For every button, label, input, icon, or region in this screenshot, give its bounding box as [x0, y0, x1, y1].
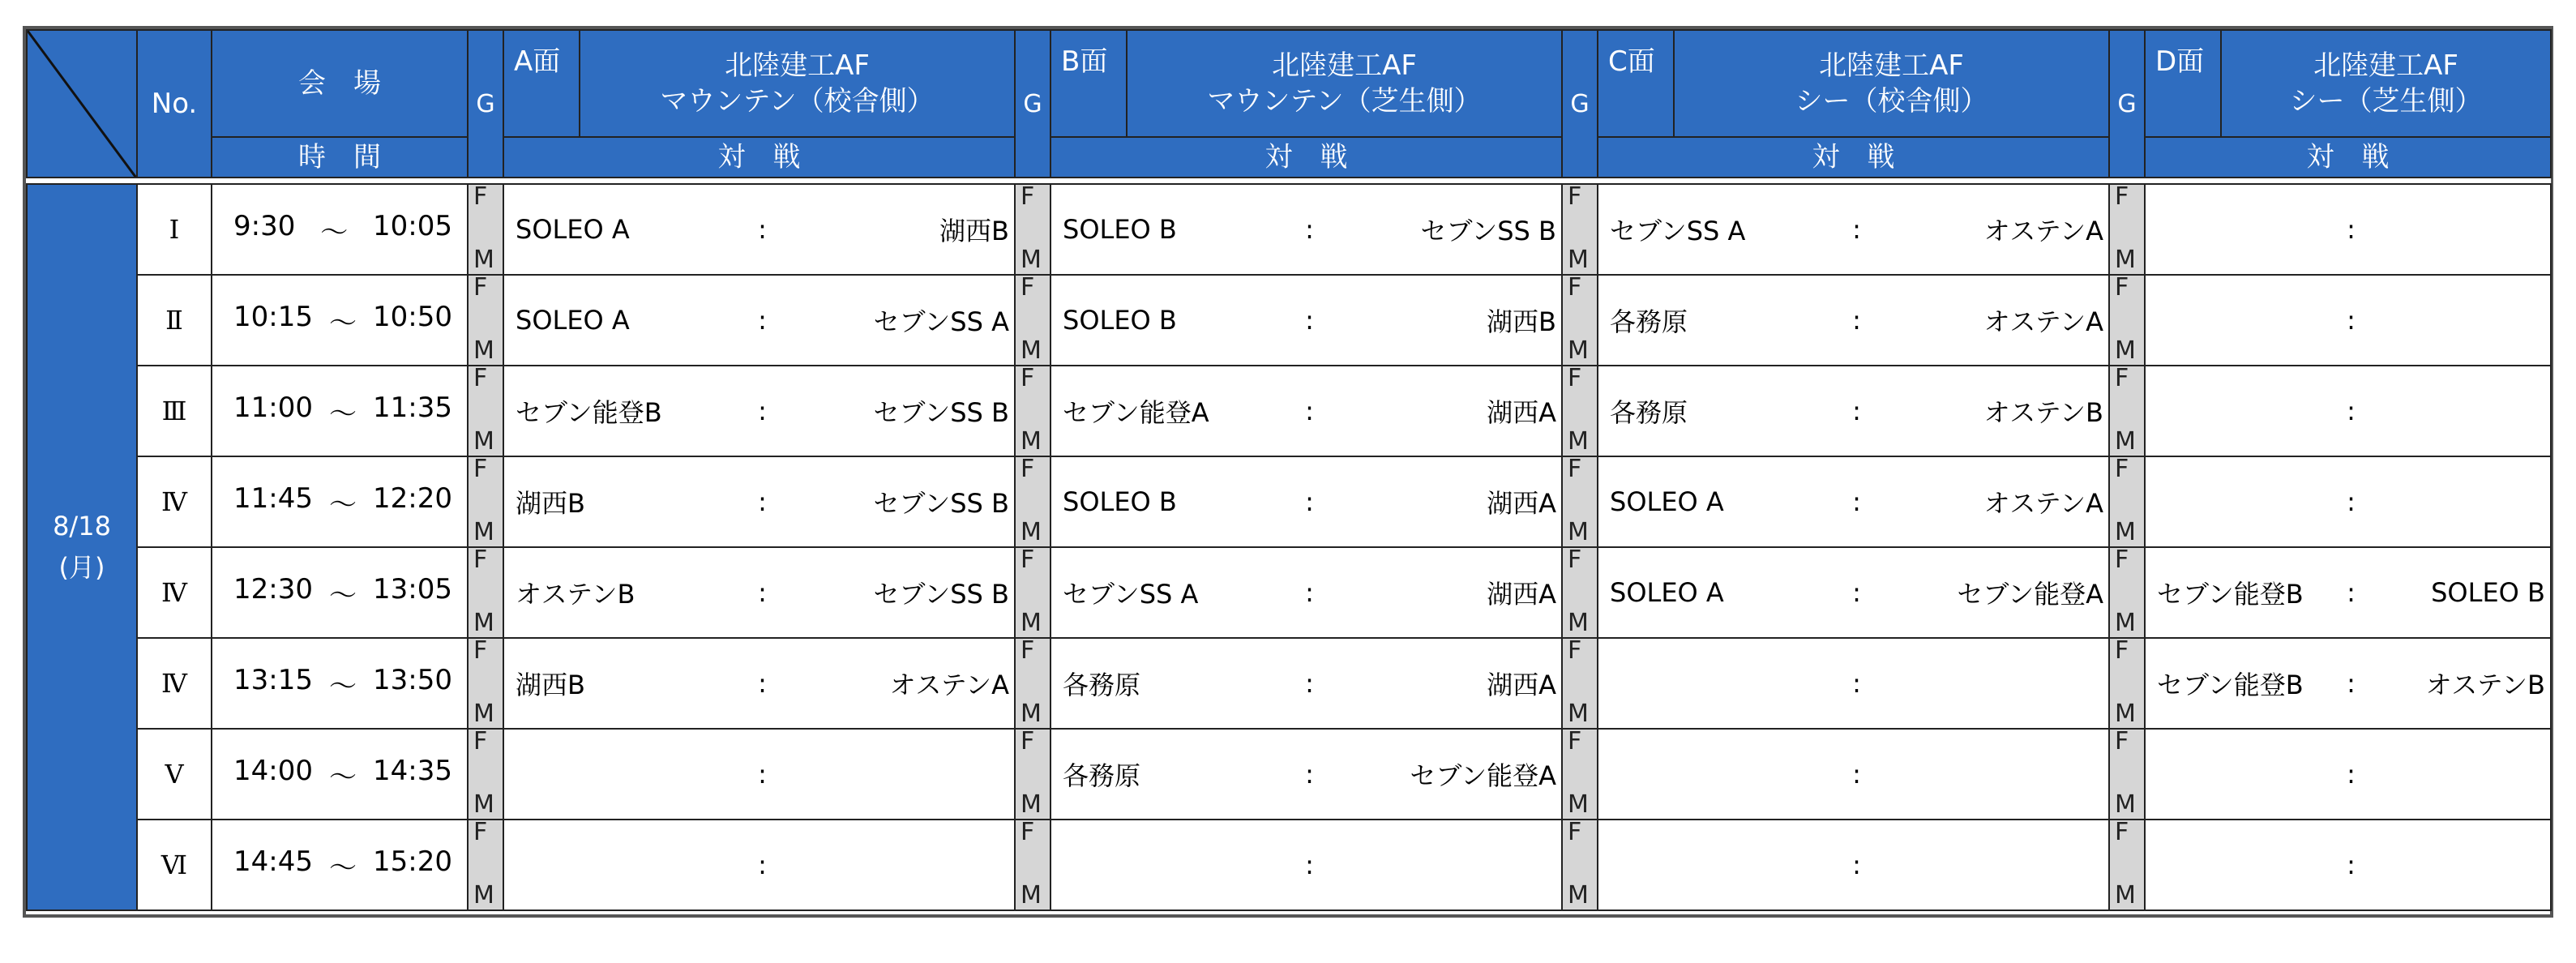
- fm-m: M: [2115, 246, 2136, 274]
- fm-m: M: [2115, 881, 2136, 909]
- away-team: 湖西A: [1487, 488, 1556, 519]
- weekday-text: (月): [58, 552, 105, 583]
- no-header: No.: [137, 30, 212, 178]
- schedule-sheet: [23, 26, 2553, 918]
- fm-cell: [2109, 184, 2145, 275]
- match-separator: :: [1305, 759, 1314, 790]
- match-separator: :: [2347, 850, 2356, 880]
- match-separator: :: [2347, 759, 2356, 790]
- match-separator: :: [1852, 214, 1861, 245]
- court-c-line2: シー（校舎側）: [1795, 85, 1988, 118]
- date-text: 8/18: [53, 510, 111, 541]
- match-cell: [2145, 184, 2551, 275]
- round-number: Ⅱ: [137, 275, 212, 366]
- fm-f: F: [473, 456, 488, 483]
- match-cell: [2145, 366, 2551, 456]
- match-separator: :: [1305, 668, 1314, 699]
- time-range: [212, 482, 467, 522]
- away-team: セブンSS B: [873, 397, 1009, 428]
- fm-cell: [2109, 456, 2145, 547]
- home-team: 各務原: [1610, 397, 1688, 428]
- match-cell: [2145, 638, 2551, 729]
- fm-cell: [468, 547, 503, 638]
- match-cell: [503, 184, 1015, 275]
- match-separator: :: [1852, 668, 1861, 699]
- match-separator: :: [758, 396, 767, 426]
- away-team: セブンSS B: [873, 579, 1009, 610]
- schedule-table: [26, 29, 2552, 911]
- fm-cell: [1562, 366, 1598, 456]
- fm-f: F: [1568, 820, 1582, 846]
- schedule-row: [27, 456, 2551, 547]
- round-number: Ⅳ: [137, 638, 212, 729]
- start-time: 12:30: [233, 572, 313, 606]
- g-header-c: G: [1562, 30, 1598, 178]
- round-number: Ⅵ: [137, 820, 212, 910]
- fm-cell: [1562, 638, 1598, 729]
- time-range: [212, 845, 467, 885]
- match-separator: :: [1305, 850, 1314, 880]
- fm-m: M: [473, 609, 494, 637]
- home-team: SOLEO A: [1610, 577, 1724, 608]
- fm-cell: [1015, 547, 1051, 638]
- match-cell: [1598, 366, 2109, 456]
- home-team: セブン能登B: [2157, 579, 2304, 610]
- fm-f: F: [1568, 184, 1582, 211]
- court-c-name: [1674, 30, 2109, 137]
- end-time: 14:35: [373, 754, 452, 787]
- match-cell: [503, 456, 1015, 547]
- match-cell: [503, 729, 1015, 820]
- diagonal-line: [28, 31, 137, 178]
- court-d-tag: D面: [2145, 30, 2221, 137]
- time-tilde: ～: [329, 397, 357, 430]
- match-cell: [1051, 275, 1562, 366]
- away-team: オステンB: [1983, 397, 2103, 428]
- fm-f: F: [2115, 638, 2129, 665]
- match-separator: :: [1852, 396, 1861, 426]
- g-header-d: G: [2109, 30, 2145, 178]
- home-team: SOLEO A: [516, 214, 630, 245]
- fm-f: F: [2115, 275, 2129, 302]
- fm-f: F: [1021, 456, 1035, 483]
- match-cell: [2145, 275, 2551, 366]
- match-separator: :: [1305, 486, 1314, 517]
- fm-f: F: [2115, 547, 2129, 574]
- fm-cell: [1015, 456, 1051, 547]
- fm-f: F: [473, 638, 488, 665]
- fm-cell: [2109, 820, 2145, 910]
- match-separator: :: [1305, 577, 1314, 608]
- match-cell: [1598, 638, 2109, 729]
- match-cell: [1051, 729, 1562, 820]
- match-cell: [503, 275, 1015, 366]
- fm-cell: [468, 184, 503, 275]
- schedule-row: [27, 729, 2551, 820]
- time-range: [212, 392, 467, 431]
- time-range: [212, 210, 467, 250]
- match-separator: :: [1305, 214, 1314, 245]
- round-number: Ⅳ: [137, 547, 212, 638]
- match-header-b: 対 戦: [1051, 137, 1562, 178]
- court-b-name: [1127, 30, 1562, 137]
- start-time: 10:15: [233, 300, 313, 333]
- home-team: セブンSS A: [1610, 216, 1746, 246]
- match-header-d: 対 戦: [2145, 137, 2551, 178]
- fm-m: M: [2115, 700, 2136, 728]
- fm-f: F: [1568, 366, 1582, 392]
- home-team: 各務原: [1063, 670, 1141, 700]
- court-a-name: [580, 30, 1015, 137]
- fm-cell: [2109, 275, 2145, 366]
- away-team: セブンSS B: [1420, 216, 1556, 246]
- round-number: Ⅳ: [137, 456, 212, 547]
- court-d-line1: 北陸建工AF: [2313, 49, 2458, 82]
- time-tilde: ～: [329, 760, 357, 794]
- match-separator: :: [1305, 305, 1314, 336]
- court-a-line2: マウンテン（校舎側）: [660, 85, 935, 118]
- fm-cell: [468, 729, 503, 820]
- fm-f: F: [2115, 456, 2129, 483]
- fm-m: M: [1021, 881, 1042, 909]
- fm-cell: [2109, 638, 2145, 729]
- match-cell: [1051, 184, 1562, 275]
- home-team: セブンSS A: [1063, 579, 1199, 610]
- match-separator: :: [1852, 486, 1861, 517]
- fm-m: M: [2115, 336, 2136, 365]
- fm-cell: [2109, 366, 2145, 456]
- time-tilde: ～: [329, 488, 357, 521]
- match-cell: [2145, 729, 2551, 820]
- away-team: セブンSS A: [873, 306, 1009, 337]
- fm-f: F: [2115, 366, 2129, 392]
- match-separator: :: [1852, 577, 1861, 608]
- match-cell: [503, 547, 1015, 638]
- match-separator: :: [2347, 668, 2356, 699]
- match-separator: :: [1852, 305, 1861, 336]
- time-range: [212, 755, 467, 794]
- court-b-line2: マウンテン（芝生側）: [1207, 85, 1482, 118]
- match-cell: [503, 638, 1015, 729]
- date-cell: [27, 184, 137, 910]
- fm-cell: [468, 275, 503, 366]
- match-separator: :: [758, 305, 767, 336]
- fm-f: F: [1021, 547, 1035, 574]
- match-separator: :: [758, 577, 767, 608]
- match-cell: [1598, 820, 2109, 910]
- fm-m: M: [2115, 427, 2136, 456]
- fm-m: M: [1021, 336, 1042, 365]
- fm-m: M: [2115, 790, 2136, 819]
- match-cell: [503, 820, 1015, 910]
- fm-m: M: [1568, 700, 1589, 728]
- round-number: Ⅴ: [137, 729, 212, 820]
- schedule-row: [27, 275, 2551, 366]
- header-gap: [27, 178, 2551, 184]
- time-tilde: ～: [329, 670, 357, 703]
- match-separator: :: [2347, 396, 2356, 426]
- end-time: 10:50: [373, 300, 452, 333]
- fm-f: F: [1021, 184, 1035, 211]
- time-tilde: ～: [329, 851, 357, 884]
- fm-cell: [468, 456, 503, 547]
- fm-f: F: [1568, 729, 1582, 755]
- schedule-row: [27, 184, 2551, 275]
- match-cell: [503, 366, 1015, 456]
- end-time: 10:05: [373, 209, 452, 242]
- home-team: SOLEO B: [1063, 305, 1177, 336]
- fm-m: M: [473, 336, 494, 365]
- g-header-b: G: [1015, 30, 1051, 178]
- fm-f: F: [1568, 547, 1582, 574]
- start-time: 11:45: [233, 481, 313, 515]
- start-time: 9:30: [233, 209, 296, 242]
- fm-m: M: [1568, 790, 1589, 819]
- fm-m: M: [1568, 881, 1589, 909]
- court-a-line1: 北陸建工AF: [725, 49, 870, 82]
- time-header: 時 間: [212, 137, 468, 178]
- match-cell: [2145, 547, 2551, 638]
- match-separator: :: [2347, 214, 2356, 245]
- match-header-c: 対 戦: [1598, 137, 2109, 178]
- time-tilde: ～: [329, 579, 357, 612]
- fm-f: F: [1021, 820, 1035, 846]
- fm-cell: [1015, 729, 1051, 820]
- away-team: オステンA: [1983, 488, 2103, 519]
- home-team: 各務原: [1063, 760, 1141, 791]
- fm-m: M: [473, 881, 494, 909]
- match-separator: :: [758, 850, 767, 880]
- match-cell: [2145, 820, 2551, 910]
- round-number: Ⅰ: [137, 184, 212, 275]
- schedule-row: [27, 547, 2551, 638]
- round-number: Ⅲ: [137, 366, 212, 456]
- schedule-row: [27, 366, 2551, 456]
- match-cell: [1598, 456, 2109, 547]
- fm-m: M: [1021, 427, 1042, 456]
- fm-cell: [1562, 547, 1598, 638]
- court-a-tag: A面: [503, 30, 580, 137]
- court-c-line1: 北陸建工AF: [1819, 49, 1964, 82]
- fm-m: M: [1568, 609, 1589, 637]
- match-cell: [1598, 729, 2109, 820]
- fm-cell: [1562, 456, 1598, 547]
- home-team: 湖西B: [516, 488, 585, 519]
- fm-f: F: [1021, 366, 1035, 392]
- time-range: [212, 664, 467, 704]
- fm-cell: [1562, 184, 1598, 275]
- time-range: [212, 573, 467, 613]
- fm-m: M: [473, 518, 494, 546]
- time-tilde: ～: [320, 216, 349, 249]
- end-time: 13:05: [373, 572, 452, 606]
- away-team: 湖西B: [1487, 306, 1556, 337]
- home-team: セブン能登B: [2157, 670, 2304, 700]
- fm-f: F: [1568, 638, 1582, 665]
- court-b-line1: 北陸建工AF: [1272, 49, 1417, 82]
- fm-m: M: [1568, 518, 1589, 546]
- schedule-row: [27, 638, 2551, 729]
- fm-f: F: [1021, 729, 1035, 755]
- match-cell: [1598, 275, 2109, 366]
- match-cell: [2145, 456, 2551, 547]
- time-tilde: ～: [329, 306, 357, 340]
- fm-f: F: [2115, 729, 2129, 755]
- fm-m: M: [2115, 609, 2136, 637]
- match-separator: :: [758, 486, 767, 517]
- fm-cell: [1015, 820, 1051, 910]
- corner-diagonal-cell: [27, 30, 137, 178]
- fm-f: F: [473, 275, 488, 302]
- fm-cell: [1015, 275, 1051, 366]
- schedule-row: [27, 820, 2551, 910]
- fm-m: M: [473, 246, 494, 274]
- home-team: SOLEO A: [516, 305, 630, 336]
- fm-m: M: [2115, 518, 2136, 546]
- start-time: 14:00: [233, 754, 313, 787]
- fm-f: F: [1568, 456, 1582, 483]
- match-separator: :: [1305, 396, 1314, 426]
- fm-f: F: [1021, 275, 1035, 302]
- match-separator: :: [758, 214, 767, 245]
- match-cell: [1598, 547, 2109, 638]
- fm-cell: [468, 638, 503, 729]
- match-cell: [1051, 366, 1562, 456]
- fm-f: F: [473, 729, 488, 755]
- match-cell: [1051, 456, 1562, 547]
- fm-f: F: [473, 366, 488, 392]
- court-b-tag: B面: [1051, 30, 1127, 137]
- fm-cell: [2109, 547, 2145, 638]
- venue-header: 会 場: [212, 30, 468, 137]
- start-time: 11:00: [233, 391, 313, 424]
- fm-f: F: [1021, 638, 1035, 665]
- fm-m: M: [1021, 609, 1042, 637]
- match-cell: [1051, 547, 1562, 638]
- fm-cell: [1562, 820, 1598, 910]
- start-time: 13:15: [233, 663, 313, 696]
- away-team: 湖西A: [1487, 397, 1556, 428]
- fm-m: M: [1021, 700, 1042, 728]
- fm-cell: [1562, 275, 1598, 366]
- g-header-a: G: [468, 30, 503, 178]
- away-team: SOLEO B: [2431, 577, 2545, 608]
- fm-m: M: [473, 790, 494, 819]
- fm-f: F: [1568, 275, 1582, 302]
- end-time: 12:20: [373, 481, 452, 515]
- match-separator: :: [2347, 305, 2356, 336]
- away-team: オステンA: [1983, 216, 2103, 246]
- fm-m: M: [1568, 246, 1589, 274]
- fm-cell: [1015, 366, 1051, 456]
- away-team: セブン能登A: [1410, 760, 1556, 791]
- away-team: オステンB: [2425, 670, 2545, 700]
- match-separator: :: [758, 668, 767, 699]
- end-time: 15:20: [373, 845, 452, 878]
- match-cell: [1051, 638, 1562, 729]
- home-team: セブン能登B: [516, 397, 662, 428]
- fm-cell: [468, 820, 503, 910]
- match-separator: :: [1852, 850, 1861, 880]
- court-d-name: [2221, 30, 2551, 137]
- home-team: オステンB: [516, 579, 635, 610]
- fm-cell: [1015, 184, 1051, 275]
- home-team: セブン能登A: [1063, 397, 1209, 428]
- fm-f: F: [473, 820, 488, 846]
- time-range: [212, 301, 467, 340]
- home-team: SOLEO B: [1063, 486, 1177, 517]
- end-time: 13:50: [373, 663, 452, 696]
- court-c-tag: C面: [1598, 30, 1674, 137]
- away-team: セブンSS B: [873, 488, 1009, 519]
- match-header-a: 対 戦: [503, 137, 1015, 178]
- fm-cell: [2109, 729, 2145, 820]
- fm-m: M: [1568, 336, 1589, 365]
- fm-cell: [1015, 638, 1051, 729]
- match-separator: :: [1852, 759, 1861, 790]
- match-separator: :: [758, 759, 767, 790]
- fm-f: F: [473, 547, 488, 574]
- schedule-body: [27, 184, 2551, 910]
- fm-cell: [1562, 729, 1598, 820]
- match-separator: :: [2347, 486, 2356, 517]
- away-team: 湖西A: [1487, 579, 1556, 610]
- away-team: オステンA: [1983, 306, 2103, 337]
- fm-cell: [468, 366, 503, 456]
- fm-m: M: [1021, 518, 1042, 546]
- fm-m: M: [473, 700, 494, 728]
- court-d-line2: シー（芝生側）: [2289, 85, 2483, 118]
- fm-m: M: [473, 427, 494, 456]
- away-team: セブン能登A: [1957, 579, 2103, 610]
- fm-f: F: [2115, 820, 2129, 846]
- home-team: SOLEO B: [1063, 214, 1177, 245]
- start-time: 14:45: [233, 845, 313, 878]
- away-team: 湖西A: [1487, 670, 1556, 700]
- home-team: SOLEO A: [1610, 486, 1724, 517]
- fm-f: F: [2115, 184, 2129, 211]
- away-team: オステンA: [889, 670, 1009, 700]
- home-team: 各務原: [1610, 306, 1688, 337]
- end-time: 11:35: [373, 391, 452, 424]
- match-cell: [1051, 820, 1562, 910]
- match-cell: [1598, 184, 2109, 275]
- fm-f: F: [473, 184, 488, 211]
- fm-m: M: [1021, 246, 1042, 274]
- match-separator: :: [2347, 577, 2356, 608]
- fm-m: M: [1021, 790, 1042, 819]
- away-team: 湖西B: [939, 216, 1009, 246]
- home-team: 湖西B: [516, 670, 585, 700]
- fm-m: M: [1568, 427, 1589, 456]
